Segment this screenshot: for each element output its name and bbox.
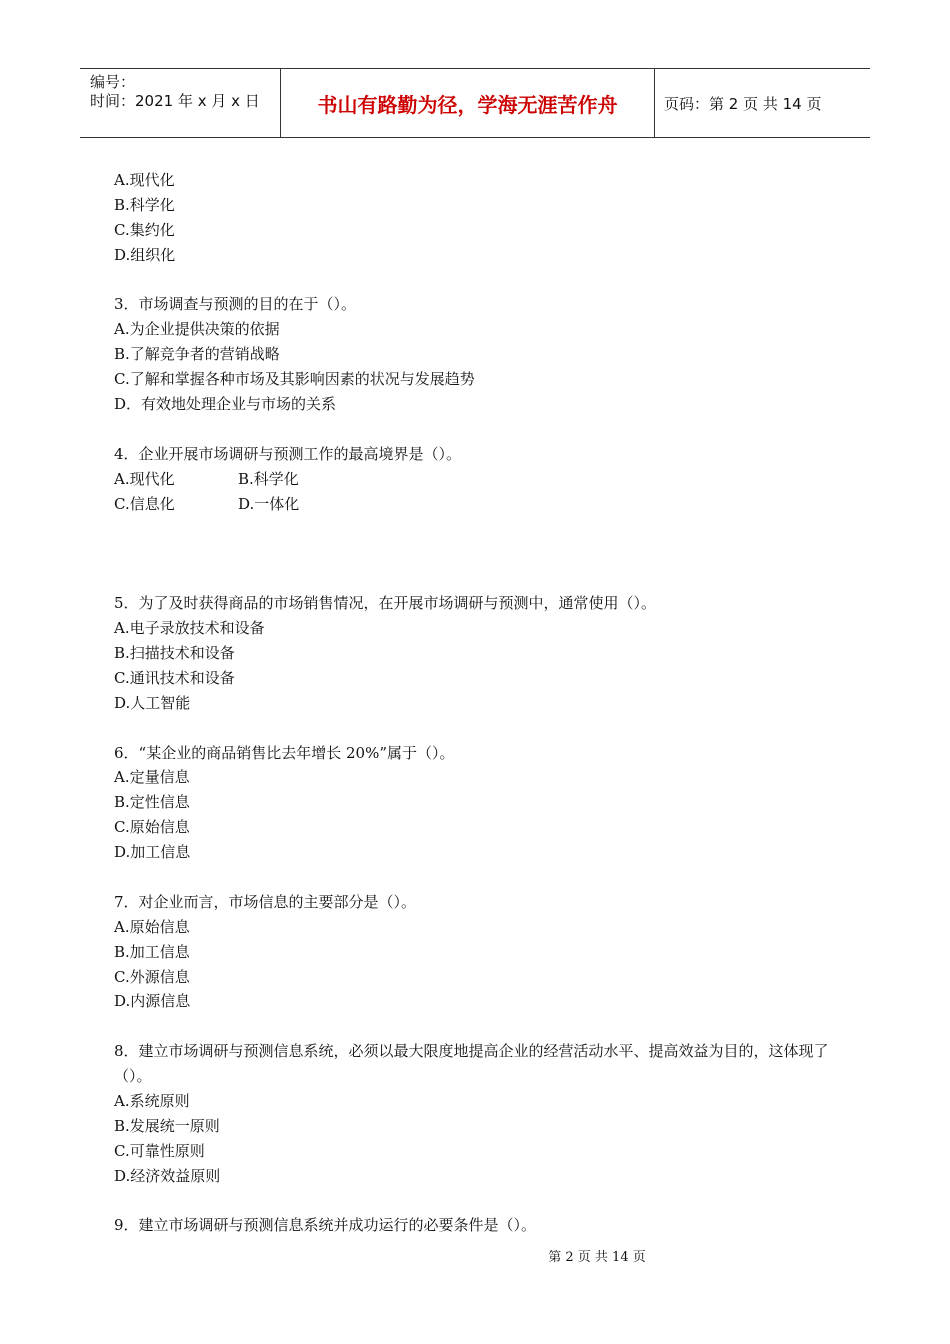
option-d: D.一体化 xyxy=(238,494,300,513)
question-stem: 7．对企业而言，市场信息的主要部分是（）。 xyxy=(114,892,417,911)
question-5 xyxy=(114,591,854,715)
question-7 xyxy=(114,890,854,1014)
document-body xyxy=(114,168,854,1238)
question-6 xyxy=(114,741,854,865)
option-a: A.电子录放技术和设备 xyxy=(114,619,265,638)
option-b: B.科学化 xyxy=(114,195,175,214)
header-motto-cell xyxy=(281,69,655,137)
option-b: B.扫描技术和设备 xyxy=(114,643,235,662)
option-row xyxy=(114,492,854,517)
option-c: C.外源信息 xyxy=(114,967,190,986)
motto: 书山有路勤为径，学海无涯苦作舟 xyxy=(317,92,618,117)
question-3 xyxy=(114,292,854,416)
option-d: D.内源信息 xyxy=(114,992,191,1011)
option-b: B.科学化 xyxy=(238,469,299,488)
option-row xyxy=(114,467,854,492)
option-d: D.组织化 xyxy=(114,245,176,264)
option-c: C.了解和掌握各种市场及其影响因素的状况与发展趋势 xyxy=(114,370,475,389)
option-c: C.信息化 xyxy=(114,494,175,513)
number-label: 编号： xyxy=(90,73,136,91)
option-c: C.集约化 xyxy=(114,220,175,239)
page-footer xyxy=(0,1246,950,1265)
option-d: D.人工智能 xyxy=(114,693,191,712)
option-a: A.为企业提供决策的依据 xyxy=(114,320,280,339)
page-header xyxy=(80,68,870,138)
option-d: D．有效地处理企业与市场的关系 xyxy=(114,395,337,414)
option-c: C.原始信息 xyxy=(114,818,190,837)
question-stem: 8．建立市场调研与预测信息系统，必须以最大限度地提高企业的经营活动水平、提高效益为目的，这体现了（）。 xyxy=(114,1042,829,1086)
question-4 xyxy=(114,442,854,517)
question-stem: 4．企业开展市场调研与预测工作的最高境界是（）。 xyxy=(114,444,462,463)
option-b: B.发展统一原则 xyxy=(114,1116,220,1135)
option-a: A.原始信息 xyxy=(114,917,190,936)
option-c: C.通讯技术和设备 xyxy=(114,668,235,687)
option-d: D.经济效益原则 xyxy=(114,1166,221,1185)
question-stem: 5．为了及时获得商品的市场销售情况，在开展市场调研与预测中，通常使用（）。 xyxy=(114,594,657,613)
option-c: C.可靠性原则 xyxy=(114,1141,205,1160)
question-stem: 6．“某企业的商品销售比去年增长 20%”属于（）。 xyxy=(114,743,455,762)
option-b: B.定性信息 xyxy=(114,793,190,812)
continued-question xyxy=(114,168,854,268)
question-8 xyxy=(114,1039,854,1188)
option-a: A.定量信息 xyxy=(114,768,190,787)
option-a: A.现代化 xyxy=(114,171,175,189)
header-page-cell xyxy=(655,69,870,137)
time-label: 时间：2021 年 x 月 x 日 xyxy=(90,92,260,110)
option-d: D.加工信息 xyxy=(114,843,191,862)
option-b: B.加工信息 xyxy=(114,942,190,961)
option-b: B.了解竞争者的营销战略 xyxy=(114,345,280,364)
question-stem: 3．市场调查与预测的目的在于（）。 xyxy=(114,295,357,314)
footer-page-number: 第 2 页 共 14 页 xyxy=(548,1250,646,1265)
question-9 xyxy=(114,1213,854,1238)
page-info: 页码：第 2 页 共 14 页 xyxy=(664,94,822,113)
option-a: A.现代化 xyxy=(114,469,175,488)
header-meta xyxy=(80,69,281,137)
option-a: A.系统原则 xyxy=(114,1092,190,1110)
question-stem: 9．建立市场调研与预测信息系统并成功运行的必要条件是（）。 xyxy=(114,1216,537,1235)
